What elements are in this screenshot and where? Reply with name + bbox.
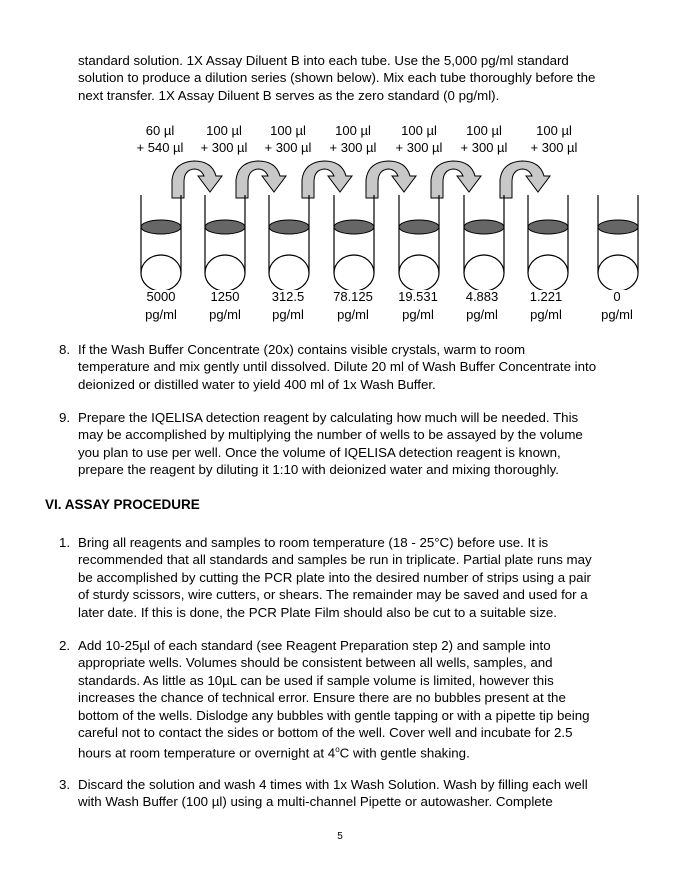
transfer-arrow-icon	[366, 161, 416, 198]
dilution-diagram	[0, 155, 680, 290]
transfer-label: 100 µl + 300 µl	[530, 123, 578, 155]
transfer-arrow-icon	[302, 161, 352, 198]
list-text: Prepare the IQELISA detection reagent by calculating how much will be needed. This may be accomplished by multiplying the number of wells to be assayed by the volume you plan to use per well. Once the volume of IQELISA detection reagent is known, prepare the reagent by diluting it 1:10 with deionized water and mixing thoroughly.	[78, 410, 583, 478]
tube-icon	[598, 195, 638, 290]
transfer-arrow-icon	[236, 161, 286, 198]
list-number: 1.	[59, 535, 71, 550]
tube-icon	[528, 195, 568, 290]
concentration-label: 19.531 pg/ml	[398, 289, 438, 322]
tube-icon	[334, 195, 374, 290]
transfer-label: 60 µl + 540 µl	[136, 123, 184, 155]
transfer-label: 100 µl + 300 µl	[460, 123, 508, 155]
intro-line: solution to produce a dilution series (shown below). Mix each tube thoroughly before the	[78, 70, 596, 86]
tube-icon	[269, 195, 309, 290]
transfer-arrow-icon	[500, 161, 550, 198]
concentration-label: 4.883 pg/ml	[465, 289, 499, 322]
transfer-label: 100 µl + 300 µl	[264, 123, 312, 155]
intro-paragraph	[78, 52, 648, 104]
list-text: Discard the solution and wash 4 times with 1x Wash Solution. Wash by filling each well with Wash Buffer (100 µl) using a multi-channel Pipette or autowasher. Complete	[78, 777, 588, 810]
list-number: 3.	[59, 777, 71, 792]
list-text: If the Wash Buffer Concentrate (20x) contains visible crystals, warm to room temperature and mix gently until dissolved. Dilute 20 ml of Wash Buffer Concentrate into deionized or distilled water to yield 400 ml of 1x Wash Buffer.	[78, 342, 597, 392]
concentration-label: 0 pg/ml	[601, 289, 633, 322]
list-number: 8.	[59, 342, 71, 357]
concentration-label: 1.221 pg/ml	[529, 289, 563, 322]
tube-icon	[205, 195, 245, 290]
transfer-label: 100 µl + 300 µl	[395, 123, 443, 155]
list-number: 9.	[59, 410, 71, 425]
concentration-label: 5000 pg/ml	[145, 289, 177, 322]
concentration-label: 78.125 pg/ml	[333, 289, 373, 322]
intro-line: next transfer. 1X Assay Diluent B serves as the zero standard (0 pg/ml).	[78, 87, 500, 103]
concentration-label: 312.5 pg/ml	[271, 289, 305, 322]
list-number: 2.	[59, 638, 71, 653]
transfer-label: 100 µl + 300 µl	[200, 123, 248, 155]
concentration-label: 1250 pg/ml	[209, 289, 241, 322]
transfer-label: 100 µl + 300 µl	[329, 123, 377, 155]
tube-icon	[141, 195, 181, 290]
transfer-arrow-icon	[431, 161, 481, 198]
intro-line: standard solution. 1X Assay Diluent B into each tube. Use the 5,000 pg/ml standard	[78, 53, 569, 68]
list-text: Bring all reagents and samples to room temperature (18 - 25°C) before use. It is recommended that all standards and samples be run in triplicate. Partial plate runs may be accomplished by cutting the PCR plate into the desired number of strips using a pair of sturdy scissors, wire cutters, or shears. The remainder may be saved and used for a later date. If this is done, the PCR Plate Film should also be cut to a suitable size.	[78, 535, 592, 620]
page-number: 5	[337, 831, 343, 842]
transfer-arrow-icon	[172, 161, 222, 198]
section-heading: VI. ASSAY PROCEDURE	[45, 497, 200, 512]
tube-icon	[399, 195, 439, 290]
tube-icon	[464, 195, 504, 290]
list-text: Add 10-25µl of each standard (see Reagent Preparation step 2) and sample into appropriate wells. Volumes should be consistent between all wells, samples, and standards. As little as 10µL can be used if sample volume is limited, however this increases the chance of technical error. Ensure there are no bubbles present at the bottom of the wells. Dislodge any bubbles with gentle tapping or with a pipette tip being careful not to contact the sides or bottom of the well. Cover well and incubate for 2.5 hours at room temperature or overnight at 4$^o$C with gentle shaking.	[78, 638, 590, 761]
